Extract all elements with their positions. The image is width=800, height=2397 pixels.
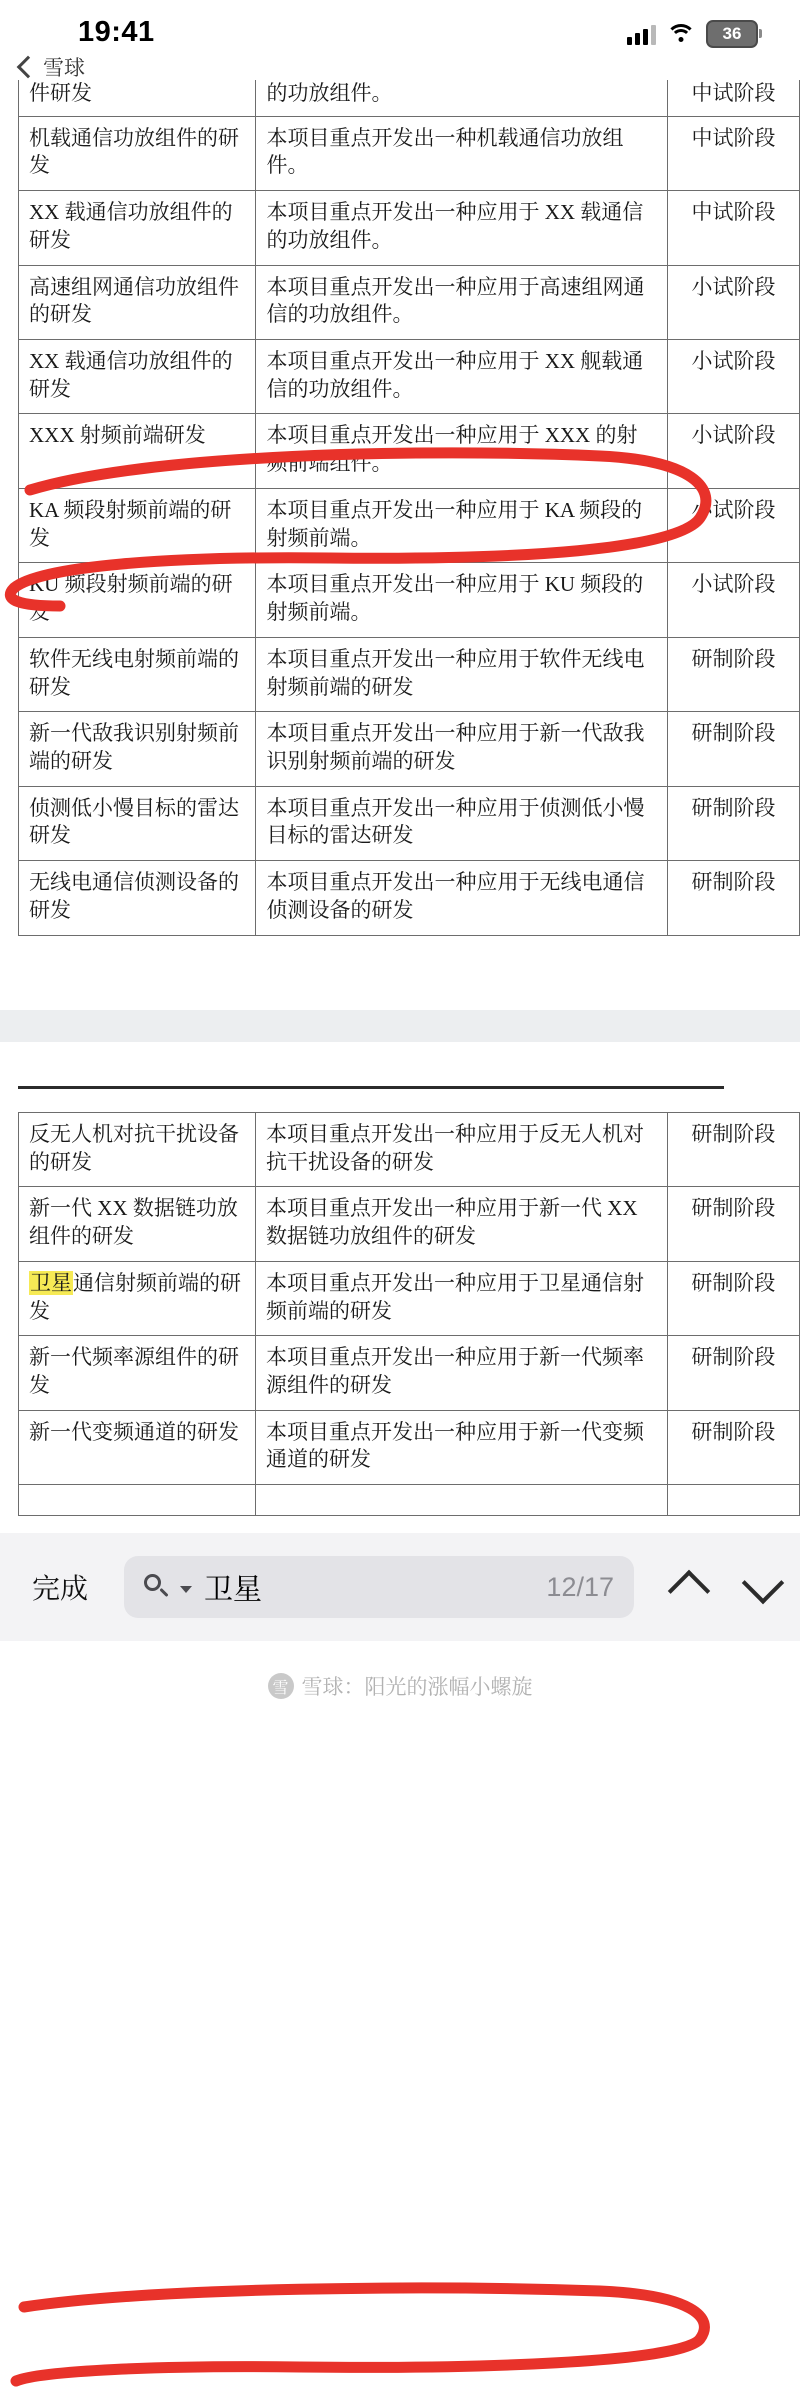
- table-row: [19, 563, 800, 637]
- cell-name: 机载通信功放组件的研发: [19, 116, 256, 190]
- cell-desc: 本项目重点开发出一种应用于侦测低小慢目标的雷达研发: [256, 786, 668, 860]
- table-row-search-match: [19, 1261, 800, 1335]
- find-bar[interactable]: [0, 1533, 800, 1641]
- cell-name: [19, 1485, 256, 1516]
- watermark-text: 雪球：阳光的涨幅小螺旋: [301, 1676, 533, 1699]
- cell-desc: 的功放组件。: [256, 80, 668, 116]
- table-row: [19, 116, 800, 190]
- cell-name: XXX 射频前端研发: [19, 414, 256, 488]
- cell-desc: 本项目重点开发出一种机载通信功放组件。: [256, 116, 668, 190]
- cellular-signal-icon: [627, 23, 656, 45]
- done-button[interactable]: 完成: [32, 1573, 89, 1604]
- cell-name: 新一代频率源组件的研发: [19, 1336, 256, 1410]
- page-top-rule: [18, 1086, 724, 1089]
- cell-desc: 本项目重点开发出一种应用于 XXX 的射频前端组件。: [256, 414, 668, 488]
- search-icon: [144, 1574, 170, 1600]
- page-separator: [0, 1010, 800, 1042]
- cell-stage: 研制阶段: [667, 1261, 799, 1335]
- cell-stage: 研制阶段: [668, 637, 800, 711]
- battery-level: 36: [722, 24, 742, 43]
- cell-stage: 中试阶段: [668, 191, 800, 265]
- cell-desc: 本项目重点开发出一种应用于反无人机对抗干扰设备的研发: [255, 1113, 667, 1187]
- cell-desc: 本项目重点开发出一种应用于 XX 舰载通信的功放组件。: [256, 340, 668, 414]
- table-row: [19, 414, 800, 488]
- table-row: [19, 1336, 800, 1410]
- cell-name: 高速组网通信功放组件的研发: [19, 265, 256, 339]
- cell-stage: 中试阶段: [668, 116, 800, 190]
- cell-name: 新一代敌我识别射频前端的研发: [19, 712, 256, 786]
- watermark-footer: [0, 1641, 800, 1731]
- chevron-down-icon[interactable]: [742, 1562, 784, 1604]
- red-circle-annotation-2: [0, 2277, 740, 2397]
- search-query-text: 卫星: [204, 1573, 263, 1606]
- cell-name: 无线电通信侦测设备的研发: [19, 861, 256, 935]
- cell-stage: 研制阶段: [668, 861, 800, 935]
- table-row: [19, 1410, 800, 1484]
- cell-stage: [667, 1485, 799, 1516]
- cell-name: 新一代 XX 数据链功放组件的研发: [19, 1187, 256, 1261]
- document-page-2: [0, 1042, 800, 1562]
- cell-name: XX 载通信功放组件的研发: [19, 340, 256, 414]
- cell-desc: 本项目重点开发出一种应用于 KA 频段的射频前端。: [256, 488, 668, 562]
- cell-desc: 本项目重点开发出一种应用于新一代频率源组件的研发: [255, 1336, 667, 1410]
- cell-stage: 小试阶段: [668, 340, 800, 414]
- cell-stage: 小试阶段: [668, 563, 800, 637]
- cell-name: [19, 1261, 256, 1335]
- table-row: [19, 1113, 800, 1187]
- table-row: [19, 191, 800, 265]
- project-table-page1: [18, 80, 800, 936]
- table-row: [19, 340, 800, 414]
- cell-name: XX 载通信功放组件的研发: [19, 191, 256, 265]
- cell-name: 反无人机对抗干扰设备的研发: [19, 1113, 256, 1187]
- project-table-page2: [18, 1112, 800, 1516]
- battery-icon: [706, 20, 758, 48]
- search-input[interactable]: [124, 1556, 634, 1618]
- status-bar: [0, 0, 800, 70]
- xueqiu-logo-icon: 雪: [268, 1673, 294, 1699]
- cell-desc: 本项目重点开发出一种应用于新一代 XX 数据链功放组件的研发: [255, 1187, 667, 1261]
- cell-name: KU 频段射频前端的研发: [19, 563, 256, 637]
- cell-stage: 小试阶段: [668, 414, 800, 488]
- cell-name: KA 频段射频前端的研发: [19, 488, 256, 562]
- cell-desc: 本项目重点开发出一种应用于 XX 载通信的功放组件。: [256, 191, 668, 265]
- app-title: 雪球: [43, 57, 85, 80]
- table-row: [19, 80, 800, 116]
- search-highlight: 卫星: [30, 1270, 72, 1295]
- match-count: 12/17: [546, 1571, 614, 1602]
- table-row: [19, 1485, 800, 1516]
- table-row: [19, 637, 800, 711]
- cell-desc: 本项目重点开发出一种应用于新一代变频通道的研发: [255, 1410, 667, 1484]
- cell-desc: 本项目重点开发出一种应用于软件无线电射频前端的研发: [256, 637, 668, 711]
- cell-desc: 本项目重点开发出一种应用于无线电通信侦测设备的研发: [256, 861, 668, 935]
- cell-desc: 本项目重点开发出一种应用于 KU 频段的射频前端。: [256, 563, 668, 637]
- cell-stage: 研制阶段: [668, 712, 800, 786]
- cell-desc: 本项目重点开发出一种应用于卫星通信射频前端的研发: [255, 1261, 667, 1335]
- cell-desc: 本项目重点开发出一种应用于高速组网通信的功放组件。: [256, 265, 668, 339]
- document-page-1: [0, 80, 800, 1010]
- app-header[interactable]: [20, 52, 85, 82]
- chevron-down-icon[interactable]: [180, 1586, 192, 1593]
- cell-name: 软件无线电射频前端的研发: [19, 637, 256, 711]
- cell-desc: [255, 1485, 667, 1516]
- cell-stage: 研制阶段: [667, 1187, 799, 1261]
- cell-desc: 本项目重点开发出一种应用于新一代敌我识别射频前端的研发: [256, 712, 668, 786]
- table-row: [19, 265, 800, 339]
- cell-stage: 研制阶段: [667, 1410, 799, 1484]
- cell-stage: 小试阶段: [668, 265, 800, 339]
- status-indicators: [627, 20, 758, 48]
- table-row: [19, 712, 800, 786]
- cell-name: 新一代变频通道的研发: [19, 1410, 256, 1484]
- cell-stage: 研制阶段: [667, 1336, 799, 1410]
- wifi-icon: [668, 24, 694, 44]
- cell-name-rest: 通信射频前端的研发: [29, 1270, 241, 1323]
- back-chevron-icon[interactable]: [17, 56, 40, 79]
- cell-stage: 小试阶段: [668, 488, 800, 562]
- status-time: 19:41: [78, 16, 155, 48]
- table-row: [19, 786, 800, 860]
- table-row: [19, 488, 800, 562]
- cell-stage: 研制阶段: [667, 1113, 799, 1187]
- cell-stage: 中试阶段: [668, 80, 800, 116]
- table-row: [19, 861, 800, 935]
- table-row: [19, 1187, 800, 1261]
- cell-stage: 研制阶段: [668, 786, 800, 860]
- cell-name: 侦测低小慢目标的雷达研发: [19, 786, 256, 860]
- cell-name: 件研发: [19, 80, 256, 116]
- chevron-up-icon[interactable]: [668, 1570, 710, 1612]
